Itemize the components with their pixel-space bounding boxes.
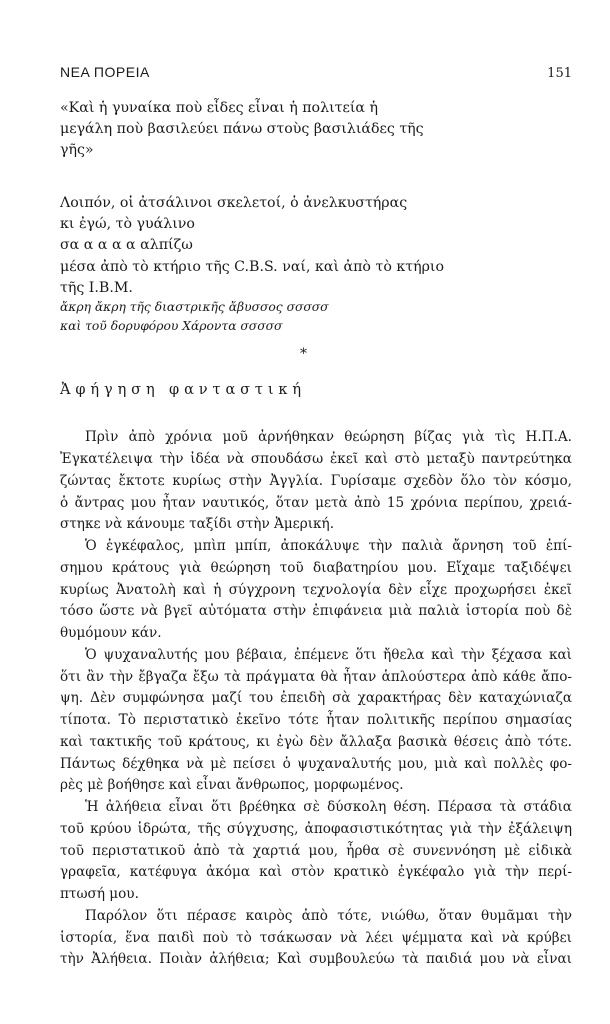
prose-line: Ἐγκατέλειψα τὴν ἰδέα νὰ σπουδάσω ἐκεῖ καὶ στὸ μεταξὺ παντρεύτηκα [60,451,572,467]
prose-line: Ὁ ἐγκέφαλος, μπὶπ μπίπ, ἀποκάλυψε τὴν παλιὰ ἄρνηση τοῦ ἐπί- [85,538,572,554]
prose-line: γραφεῖα, κατέφυγα ἀκόμα καὶ στὸν κρατικὸ ἐγκέφαλο γιὰ τὴν περί- [60,864,572,880]
quote-line: μεγάλη ποὺ βασιλεύει πάνω στοὺς βασιλιάδες τῆς [60,121,424,137]
poem-line: κι ἐγώ, τὸ γυάλινο [60,216,195,232]
prose-line: ἱστορία, ἕνα παιδὶ ποὺ τὸ τσάκωσαν νὰ λέει ψέμματα καὶ νὰ κρύβει [60,930,572,946]
running-title: ΝΕΑ ΠΟΡΕΙΑ [60,64,150,80]
poem-italic-line: καὶ τοῦ δορυφόρου Χάροντα σσσσσ [60,319,283,333]
prose-line: καὶ τακτικῆς τοῦ κράτους, κι ἐγὼ δὲν ἄλλαξα βασικὰ θέσεις ἀπὸ τότε. [60,734,572,750]
prose-line: ζώντας ἔκτοτε κυρίως στὴν Ἀγγλία. Γυρίσαμε σχεδὸν ὅλο τὸν κόσμο, [60,473,572,489]
prose-line: ὁ ἄντρας μου ἦταν ναυτικός, ὅταν μετὰ ἀπὸ 15 χρόνια περίπου, χρειά- [60,495,572,511]
prose-line: σημου κράτους γιὰ θεώρηση τοῦ διαβατηρίου μου. Εἴχαμε ταξιδέψει [60,560,572,576]
prose-line: Παρόλον ὅτι πέρασε καιρὸς ἀπὸ τότε, νιώθω, ὅταν θυμᾶμαι τὴν [85,908,572,924]
poem-line: μέσα ἀπὸ τὸ κτήριο τῆς C.B.S. ναί, καὶ ἀπὸ τὸ κτήριο [60,259,445,275]
prose-line: ὅτι ἂν τὴν ἔβγαζα ἔξω τὰ πράγματα θὰ ἦταν ἁπλούστερα ἀπὸ κάθε ἄπο- [60,669,572,685]
prose-line: πτωσή μου. [60,886,139,902]
quote-line: γῆς» [60,142,94,158]
prose-line: Πρὶν ἀπὸ χρόνια μοῦ ἀρνήθηκαν θεώρηση βίζας γιὰ τὶς Η.Π.Α. [85,429,572,445]
prose-line: τοῦ κρύου ἱδρώτα, τῆς σύγχυσης, ἀποφασιστικότητας γιὰ τὴν ἐξάλειψη [60,821,572,837]
prose-line: τοῦ περιστατικοῦ ἀπὸ τὰ χαρτιά μου, ἦρθα σὲ συνεννόηση μὲ εἰδικὰ [60,843,572,859]
prose-line: τὴν Ἀλήθεια. Ποιὰν ἀλήθεια; Καὶ συμβουλεύω τὰ παιδιά μου νὰ εἶναι [60,951,572,967]
prose-line: θυμόμουν κάν. [60,625,162,641]
prose-line: ψη. Δὲν συμφώνησα μαζί του ἐπειδὴ σὰ χαρακτήρας δὲν καταχώνιαζα [60,690,572,706]
prose-line: κυρίως Ἀνατολὴ καὶ ἡ σύγχρονη τεχνολογία δὲν εἶχε προχωρήσει ἐκεῖ [60,582,572,598]
section-heading: Ἀφήγηση φανταστική [60,382,306,398]
poem-line: τῆς I.B.M. [60,280,133,296]
poem-line: σα α α α α αλπίζω [60,237,193,253]
poem-italic-line: ἄκρη ἄκρη τῆς διαστρικῆς ἄβυσσος σσσσσ [60,300,329,314]
prose-line: Πάντως δέχθηκα νὰ μὲ πείσει ὁ ψυχαναλυτής μου, μιὰ καὶ πολλὲς φο- [60,756,572,772]
page-number: 151 [547,66,572,81]
prose-line: Ἡ ἀλήθεια εἶναι ὅτι βρέθηκα σὲ δύσκολη θέση. Πέρασα τὰ στάδια [85,799,572,815]
prose-line: ρὲς μὲ βοήθησε καὶ εἶναι ἄνθρωπος, μορφωμένος. [60,777,404,793]
prose-line: τόσο ὥστε νὰ βγεῖ αὐτόματα στὴν ἐπιφάνεια μιὰ παλιὰ ἱστορία ποὺ δὲ [60,603,572,619]
prose-line: στηκε νὰ κάνουμε ταξίδι στὴν Ἀμερική. [60,516,335,532]
page-header [60,64,572,88]
prose-line: τίποτα. Τὸ περιστατικὸ ἐκεῖνο τότε ἦταν πολιτικῆς περίπου σημασίας [60,712,572,728]
poem-line: Λοιπόν, οἱ ἀτσάλινοι σκελετοί, ὁ ἀνελκυστήρας [60,195,408,211]
prose-line: Ὁ ψυχαναλυτής μου βέβαια, ἐπέμενε ὅτι ἤθελα καὶ τὴν ξέχασα καὶ [85,647,572,663]
quote-line: «Καὶ ἡ γυναίκα ποὺ εἶδες εἶναι ἡ πολιτεία ἡ [60,100,379,116]
section-separator: * [300,346,307,362]
